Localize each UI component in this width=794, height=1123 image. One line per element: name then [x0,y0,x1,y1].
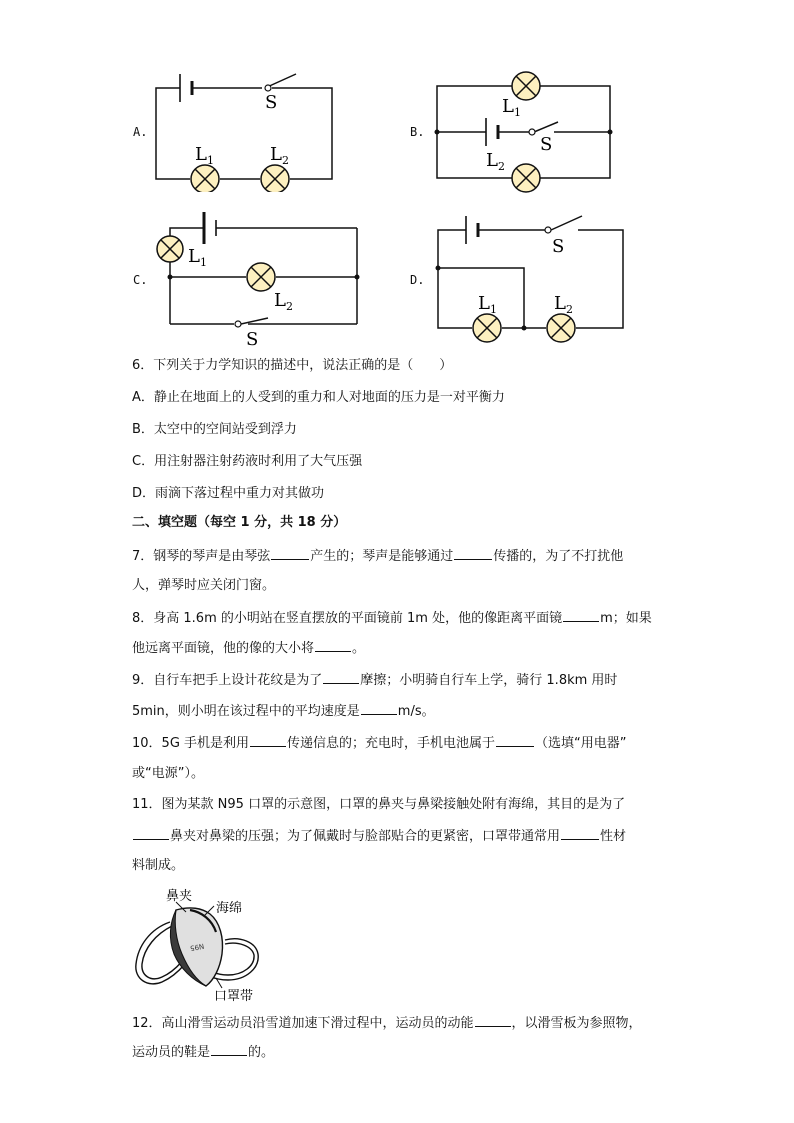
lamp-l1-label: $L_1$ [478,293,497,316]
question-11-line-3: 料制成。 [132,858,185,873]
lamp-l1-icon [473,314,501,342]
switch-label: S [265,92,278,113]
lamp-l1-label: $L_1$ [188,246,207,269]
question-8-line-2: 他远离平面镜，他的像的大小将 。 [132,641,366,656]
answer-blank[interactable] [315,639,351,652]
question-6-option-c: C．用注射器注射药液时利用了大气压强 [132,454,363,469]
answer-blank[interactable] [250,734,286,747]
answer-blank[interactable] [211,1043,247,1056]
question-11-line-1: 11．图为某款 N95 口罩的示意图，口罩的鼻夹与鼻梁接触处附有海绵，其目的是为了 [132,797,626,812]
option-a-letter: A. [133,125,148,139]
lamp-l2-icon [261,165,289,192]
question-7-line-1: 7．钢琴的琴声是由琴弦 产生的；琴声是能够通过 传播的，为了不打扰他 [132,549,624,564]
question-7-line-2: 人，弹琴时应关闭门窗。 [132,578,276,593]
lamp-l1-icon [512,72,540,100]
lamp-l2-label: $L_2$ [270,144,289,167]
circuit-diagram-a [150,62,340,192]
option-d-letter: D. [410,273,425,287]
strap-label: 口罩带 [214,989,254,1004]
lamp-l1-label: $L_1$ [502,96,521,119]
lamp-l2-label: $L_2$ [486,150,505,173]
question-9-line-2: 5min，则小明在该过程中的平均速度是 m/s。 [132,704,435,719]
question-12-line-1: 12．高山滑雪运动员沿雪道加速下滑过程中，运动员的动能 ，以滑雪板为参照物， [132,1016,642,1031]
question-12-line-2: 运动员的鞋是 的。 [132,1045,275,1060]
question-10-line-2: 或“电源”）。 [132,766,204,781]
question-6-option-d: D．雨滴下落过程中重力对其做功 [132,486,325,501]
option-c-letter: C. [133,273,148,287]
option-b-letter: B. [410,125,425,139]
question-9-line-1: 9．自行车把手上设计花纹是为了 摩擦；小明骑自行车上学，骑行 1.8km 用时 [132,673,618,688]
answer-blank[interactable] [561,827,599,840]
answer-blank[interactable] [563,609,599,622]
switch-label: S [246,329,259,349]
answer-blank[interactable] [496,734,534,747]
circuit-diagram-d [430,208,630,343]
n95-mask-figure [130,884,275,1004]
question-8-line-1: 8．身高 1.6m 的小明站在竖直摆放的平面镜前 1m 处，他的像距离平面镜 m；如果 [132,611,652,626]
lamp-l1-icon [191,165,219,192]
answer-blank[interactable] [271,547,309,560]
switch-label: S [552,236,565,257]
lamp-l1-icon [157,236,183,262]
answer-blank[interactable] [133,827,169,840]
n95-print: N95 [189,941,205,953]
sponge-label: 海绵 [216,901,243,916]
answer-blank[interactable] [323,671,359,684]
question-11-line-2: 鼻夹对鼻梁的压强；为了佩戴时与脸部贴合的更紧密，口罩带通常用 性材 [132,827,662,846]
lamp-l2-label: $L_2$ [274,290,293,313]
lamp-l2-label: $L_2$ [554,293,573,316]
question-6-option-a: A．静止在地面上的人受到的重力和人对地面的压力是一对平衡力 [132,390,505,405]
switch-label: S [540,134,553,155]
nose-clip-label: 鼻夹 [166,889,193,904]
section-heading-fill-in: 二、填空题（每空 1 分，共 18 分） [132,515,347,530]
lamp-l1-label: $L_1$ [195,144,214,167]
lamp-l2-icon [512,164,540,192]
question-6-option-b: B．太空中的空间站受到浮力 [132,422,297,437]
answer-blank[interactable] [361,702,397,715]
question-6-stem: 6．下列关于力学知识的描述中，说法正确的是（ ） [132,358,453,373]
circuit-diagram-c [150,204,370,349]
answer-blank[interactable] [475,1014,511,1027]
circuit-diagram-b [430,66,620,196]
question-10-line-1: 10．5G 手机是利用 传递信息的；充电时，手机电池属于 （选填“用电器” [132,736,627,751]
lamp-l2-icon [547,314,575,342]
lamp-l2-icon [247,263,275,291]
answer-blank[interactable] [454,547,492,560]
